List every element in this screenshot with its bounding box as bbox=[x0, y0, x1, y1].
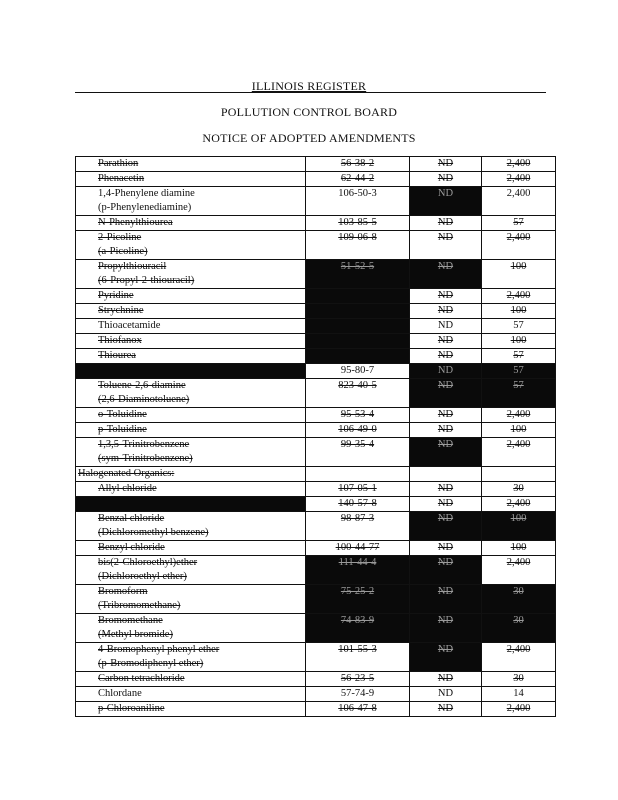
table-row bbox=[76, 467, 556, 482]
cell-rate bbox=[410, 216, 482, 231]
cell-rate bbox=[410, 497, 482, 512]
name-text: Toluene-2,6-diamine bbox=[98, 380, 186, 391]
val-text: 2,400 bbox=[506, 232, 531, 243]
cell-val bbox=[482, 585, 556, 614]
cell-cas bbox=[306, 364, 410, 379]
cell-rate bbox=[410, 438, 482, 467]
cell-val bbox=[482, 438, 556, 467]
cell-rate bbox=[410, 408, 482, 423]
board-title: POLLUTION CONTROL BOARD bbox=[220, 105, 398, 119]
cell-name bbox=[76, 585, 306, 614]
val-text: 2,400 bbox=[506, 703, 531, 714]
cell-rate bbox=[410, 672, 482, 687]
table-row bbox=[76, 304, 556, 319]
table-row bbox=[76, 364, 556, 379]
rate-text: ND bbox=[437, 335, 454, 346]
cell-name bbox=[76, 614, 306, 643]
cell-cas bbox=[306, 172, 410, 187]
val-text: 100 bbox=[510, 261, 527, 272]
cell-val bbox=[482, 643, 556, 672]
cell-cas bbox=[306, 187, 410, 216]
cell-cas bbox=[306, 423, 410, 438]
cell-rate bbox=[410, 364, 482, 379]
cell-val bbox=[482, 319, 556, 334]
cell-rate bbox=[410, 512, 482, 541]
name-text: N-Phenylthiourea bbox=[98, 217, 173, 228]
val-text: 57 bbox=[513, 350, 524, 361]
synonym-text: (p-Bromodiphenyl ether) bbox=[98, 658, 204, 669]
val-text: 30 bbox=[513, 615, 524, 626]
cell-cas bbox=[306, 467, 410, 482]
rate-text: ND bbox=[437, 261, 454, 272]
table-row bbox=[76, 702, 556, 717]
cell-rate bbox=[410, 467, 482, 482]
cell-val bbox=[482, 556, 556, 585]
table-row bbox=[76, 482, 556, 497]
table-row bbox=[76, 643, 556, 672]
val-text: 30 bbox=[513, 673, 524, 684]
rate-text: ND bbox=[437, 673, 454, 684]
cell-name bbox=[76, 187, 306, 216]
rate-text: ND bbox=[437, 644, 454, 655]
val-text: 2,400 bbox=[506, 644, 531, 655]
table-row bbox=[76, 172, 556, 187]
name-text: Thiourea bbox=[98, 350, 136, 361]
cell-name bbox=[76, 231, 306, 260]
cell-name bbox=[76, 687, 306, 702]
cell-rate bbox=[410, 231, 482, 260]
table-row bbox=[76, 585, 556, 614]
header-rule bbox=[75, 92, 546, 93]
cell-name bbox=[76, 289, 306, 304]
name-text: 2-Picoline bbox=[98, 232, 142, 243]
val-text: 2,400 bbox=[506, 557, 531, 568]
cell-name bbox=[76, 467, 306, 482]
cell-rate bbox=[410, 349, 482, 364]
table-row bbox=[76, 231, 556, 260]
cell-val bbox=[482, 231, 556, 260]
cell-val bbox=[482, 379, 556, 408]
name-text: Chlordane bbox=[98, 688, 142, 699]
rate-text: ND bbox=[437, 380, 454, 391]
notice-title: NOTICE OF ADOPTED AMENDMENTS bbox=[202, 131, 416, 145]
name-text: Carbon tetrachloride bbox=[98, 673, 185, 684]
cell-rate bbox=[410, 687, 482, 702]
cell-name bbox=[76, 702, 306, 717]
val-text: 2,400 bbox=[506, 409, 531, 420]
name-text: 1,4-Phenylene diamine bbox=[98, 188, 195, 199]
cell-val bbox=[482, 408, 556, 423]
cell-cas bbox=[306, 438, 410, 467]
cell-rate bbox=[410, 556, 482, 585]
val-text: 100 bbox=[510, 335, 527, 346]
rate-text: ND bbox=[437, 217, 454, 228]
val-text: 14 bbox=[513, 688, 524, 699]
cell-cas bbox=[306, 334, 410, 349]
cell-val bbox=[482, 672, 556, 687]
rate-text: ND bbox=[437, 305, 454, 316]
cell-name bbox=[76, 260, 306, 289]
cell-val bbox=[482, 541, 556, 556]
rate-text: ND bbox=[437, 703, 454, 714]
cell-cas bbox=[306, 614, 410, 643]
val-text: 57 bbox=[513, 380, 524, 391]
cell-rate bbox=[410, 585, 482, 614]
synonym-text: (2,6-Diaminotoluene) bbox=[98, 394, 190, 405]
synonym-text: (Tribromomethane) bbox=[98, 600, 181, 611]
table-row bbox=[76, 408, 556, 423]
val-text: 57 bbox=[513, 365, 524, 376]
cas-text: 74-83-9 bbox=[340, 615, 375, 626]
cell-name bbox=[76, 438, 306, 467]
cell-name bbox=[76, 379, 306, 408]
synonym-text: (Methyl bromide) bbox=[98, 629, 173, 640]
cell-cas bbox=[306, 541, 410, 556]
table-row bbox=[76, 687, 556, 702]
cell-rate bbox=[410, 260, 482, 289]
cell-val bbox=[482, 289, 556, 304]
synonym-text: (sym-Trinitrobenzene) bbox=[98, 453, 193, 464]
constituent-table bbox=[75, 156, 556, 717]
cell-rate bbox=[410, 304, 482, 319]
cell-rate bbox=[410, 289, 482, 304]
synonym-text: (Dichloromethyl benzene) bbox=[98, 527, 209, 538]
name-text: p-Chloroaniline bbox=[98, 703, 165, 714]
cell-cas bbox=[306, 319, 410, 334]
name-text: Parathion bbox=[98, 158, 139, 169]
cell-rate bbox=[410, 187, 482, 216]
register-title: ILLINOIS REGISTER bbox=[251, 79, 367, 93]
rate-text: ND bbox=[437, 513, 454, 524]
table-row bbox=[76, 512, 556, 541]
rate-text: ND bbox=[437, 290, 454, 301]
cell-cas bbox=[306, 289, 410, 304]
cell-cas bbox=[306, 216, 410, 231]
val-text: 30 bbox=[513, 586, 524, 597]
cell-cas bbox=[306, 231, 410, 260]
cell-cas bbox=[306, 157, 410, 172]
rate-text: ND bbox=[437, 557, 454, 568]
table-row bbox=[76, 334, 556, 349]
cell-name bbox=[76, 157, 306, 172]
cell-name bbox=[76, 512, 306, 541]
cas-text: 99-35-4 bbox=[340, 439, 375, 450]
cell-val bbox=[482, 216, 556, 231]
cell-val bbox=[482, 157, 556, 172]
cell-val bbox=[482, 334, 556, 349]
name-text: Bromomethane bbox=[98, 615, 163, 626]
cas-text: 103-85-5 bbox=[338, 217, 377, 228]
rate-text: ND bbox=[437, 424, 454, 435]
val-text: 2,400 bbox=[506, 158, 531, 169]
cas-text: 111-44-4 bbox=[338, 557, 377, 568]
cas-text: 109-06-8 bbox=[338, 232, 377, 243]
rate-text: ND bbox=[437, 409, 454, 420]
cell-name bbox=[76, 423, 306, 438]
table-row bbox=[76, 556, 556, 585]
table-row bbox=[76, 216, 556, 231]
cell-name bbox=[76, 556, 306, 585]
rate-text: ND bbox=[437, 320, 454, 331]
name-text: Halogenated Organics: bbox=[78, 468, 175, 479]
name-text: Phenacetin bbox=[98, 173, 145, 184]
cell-val bbox=[482, 702, 556, 717]
rate-text: ND bbox=[437, 158, 454, 169]
cell-rate bbox=[410, 702, 482, 717]
cell-val bbox=[482, 614, 556, 643]
cell-name bbox=[76, 172, 306, 187]
table-row bbox=[76, 614, 556, 643]
val-text: 2,400 bbox=[506, 498, 531, 509]
synonym-text: (6-Propyl-2-thiouracil) bbox=[98, 275, 195, 286]
cell-cas bbox=[306, 408, 410, 423]
val-text: 57 bbox=[513, 320, 524, 331]
cell-cas bbox=[306, 672, 410, 687]
table-row bbox=[76, 379, 556, 408]
rate-text: ND bbox=[437, 173, 454, 184]
cell-cas bbox=[306, 687, 410, 702]
table-row bbox=[76, 319, 556, 334]
cell-val bbox=[482, 482, 556, 497]
name-text: Propylthiouracil bbox=[98, 261, 167, 272]
cell-cas bbox=[306, 260, 410, 289]
cas-text: 57-74-9 bbox=[340, 688, 375, 699]
cell-cas bbox=[306, 643, 410, 672]
cell-cas bbox=[306, 556, 410, 585]
val-text: 100 bbox=[510, 424, 527, 435]
rate-text: ND bbox=[437, 439, 454, 450]
synonym-text: (p-Phenylenediamine) bbox=[98, 202, 192, 213]
cell-val bbox=[482, 187, 556, 216]
cas-text: 95-80-7 bbox=[340, 365, 375, 376]
cell-val bbox=[482, 304, 556, 319]
name-text: Allyl chloride bbox=[98, 483, 157, 494]
name-text: Benzal chloride bbox=[98, 513, 165, 524]
cell-rate bbox=[410, 614, 482, 643]
cell-val bbox=[482, 467, 556, 482]
cell-rate bbox=[410, 423, 482, 438]
val-text: 100 bbox=[510, 513, 527, 524]
cell-rate bbox=[410, 334, 482, 349]
cell-rate bbox=[410, 482, 482, 497]
table-row bbox=[76, 497, 556, 512]
cell-val bbox=[482, 172, 556, 187]
val-text: 100 bbox=[510, 305, 527, 316]
rate-text: ND bbox=[437, 188, 454, 199]
val-text: 2,400 bbox=[506, 188, 531, 199]
cas-text: 75-25-2 bbox=[340, 586, 375, 597]
name-text: Strychnine bbox=[98, 305, 144, 316]
name-text: o-Toluidine bbox=[98, 409, 147, 420]
cell-rate bbox=[410, 319, 482, 334]
cell-cas bbox=[306, 512, 410, 541]
cell-val bbox=[482, 423, 556, 438]
cell-val bbox=[482, 687, 556, 702]
cell-name bbox=[76, 482, 306, 497]
cas-text: 56-23-5 bbox=[340, 673, 375, 684]
cell-name bbox=[76, 497, 306, 512]
cas-text: 98-87-3 bbox=[340, 513, 375, 524]
rate-text: ND bbox=[437, 350, 454, 361]
cell-val bbox=[482, 260, 556, 289]
cas-text: 62-44-2 bbox=[340, 173, 375, 184]
cell-cas bbox=[306, 379, 410, 408]
cell-val bbox=[482, 512, 556, 541]
table-row bbox=[76, 260, 556, 289]
cell-cas bbox=[306, 482, 410, 497]
table-row bbox=[76, 541, 556, 556]
cell-rate bbox=[410, 541, 482, 556]
synonym-text: (Dichloroethyl ether) bbox=[98, 571, 187, 582]
cell-name bbox=[76, 643, 306, 672]
rate-text: ND bbox=[437, 498, 454, 509]
table-row bbox=[76, 289, 556, 304]
cas-text: 101-55-3 bbox=[338, 644, 377, 655]
cell-cas bbox=[306, 349, 410, 364]
cell-name bbox=[76, 408, 306, 423]
cas-text: 100-44-77 bbox=[335, 542, 380, 553]
rate-text: ND bbox=[437, 688, 454, 699]
cas-text: 823-40-5 bbox=[338, 380, 377, 391]
name-text: 1,3,5-Trinitrobenzene bbox=[98, 439, 190, 450]
cell-name bbox=[76, 349, 306, 364]
val-text: 30 bbox=[513, 483, 524, 494]
cell-name bbox=[76, 672, 306, 687]
cell-name bbox=[76, 334, 306, 349]
cell-val bbox=[482, 349, 556, 364]
cas-text: 106-49-0 bbox=[338, 424, 377, 435]
cas-text: 107-05-1 bbox=[338, 483, 377, 494]
val-text: 2,400 bbox=[506, 439, 531, 450]
name-text: p-Toluidine bbox=[98, 424, 147, 435]
rate-text: ND bbox=[437, 615, 454, 626]
rate-text: ND bbox=[437, 365, 454, 376]
val-text: 57 bbox=[513, 217, 524, 228]
cas-text: 51-52-5 bbox=[340, 261, 375, 272]
cell-cas bbox=[306, 702, 410, 717]
val-text: 2,400 bbox=[506, 290, 531, 301]
rate-text: ND bbox=[437, 542, 454, 553]
cell-val bbox=[482, 497, 556, 512]
cell-rate bbox=[410, 157, 482, 172]
rate-text: ND bbox=[437, 483, 454, 494]
table-row bbox=[76, 672, 556, 687]
val-text: 100 bbox=[510, 542, 527, 553]
name-text: 4-Bromophenyl phenyl ether bbox=[98, 644, 220, 655]
table-row bbox=[76, 349, 556, 364]
cas-text: 140-57-8 bbox=[338, 498, 377, 509]
cell-cas bbox=[306, 304, 410, 319]
table-row bbox=[76, 187, 556, 216]
table-row bbox=[76, 438, 556, 467]
cell-name bbox=[76, 216, 306, 231]
cas-text: 56-38-2 bbox=[340, 158, 375, 169]
name-text: Thioacetamide bbox=[98, 320, 161, 331]
cas-text: 106-50-3 bbox=[338, 188, 377, 199]
table-row bbox=[76, 423, 556, 438]
cell-val bbox=[482, 364, 556, 379]
rate-text: ND bbox=[437, 586, 454, 597]
name-text: Bromoform bbox=[98, 586, 148, 597]
cell-name bbox=[76, 541, 306, 556]
cell-name bbox=[76, 319, 306, 334]
cell-rate bbox=[410, 643, 482, 672]
val-text: 2,400 bbox=[506, 173, 531, 184]
table-row bbox=[76, 157, 556, 172]
cas-text: 95-53-4 bbox=[340, 409, 375, 420]
name-text: bis(2-Chloroethyl)ether bbox=[98, 557, 198, 568]
synonym-text: (a-Picoline) bbox=[98, 246, 148, 257]
cell-cas bbox=[306, 585, 410, 614]
name-text: Thiofanox bbox=[98, 335, 142, 346]
cell-name bbox=[76, 304, 306, 319]
name-text: Benzyl chloride bbox=[98, 542, 165, 553]
cell-rate bbox=[410, 172, 482, 187]
cas-text: 106-47-8 bbox=[338, 703, 377, 714]
cell-cas bbox=[306, 497, 410, 512]
rate-text: ND bbox=[437, 232, 454, 243]
cell-name bbox=[76, 364, 306, 379]
name-text: Pyridine bbox=[98, 290, 134, 301]
cell-rate bbox=[410, 379, 482, 408]
